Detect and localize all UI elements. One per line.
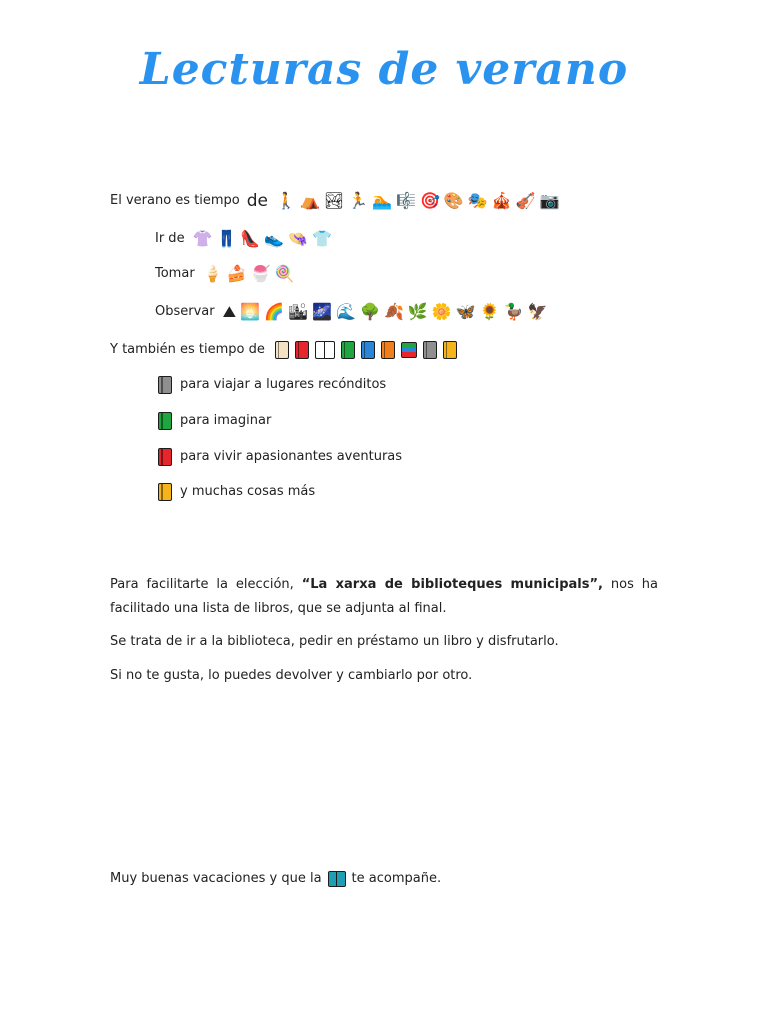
target-icon: 🎯 — [419, 191, 440, 210]
closing-text-after: te acompañe. — [351, 871, 442, 886]
grey-notebook-icon — [158, 376, 172, 394]
paragraph-text: Para facilitarte la elección, — [110, 577, 302, 592]
musical-score-icon: 🎼 — [396, 191, 416, 210]
observar-line — [155, 300, 547, 324]
green-book-icon — [341, 341, 355, 359]
duck-icon: 🦆 — [503, 302, 524, 321]
list-item-text: para vivir apasionantes aventuras — [180, 449, 403, 464]
camera-icon: 📷 — [539, 191, 560, 210]
ledger-icon — [158, 483, 172, 501]
intro-line — [110, 189, 559, 213]
eagle-icon: 🦅 — [527, 302, 548, 321]
high-heel-icon: 👠 — [240, 229, 261, 248]
tambien-line — [110, 338, 457, 362]
ir-de-line — [155, 227, 332, 251]
list-item — [158, 480, 315, 504]
observar-label: Observar — [155, 304, 215, 319]
closing-line — [110, 867, 441, 891]
ledger-icon — [443, 341, 457, 359]
green-book-icon — [158, 412, 172, 430]
blue-book-icon — [361, 341, 375, 359]
open-book-icon — [328, 871, 346, 887]
red-book-icon — [158, 448, 172, 466]
shaved-ice-icon: 🍧 — [250, 264, 271, 283]
paragraph-library: Se trata de ir a la biblioteca, pedir en préstamo un libro y disfrutarlo. — [110, 634, 559, 649]
paragraph-intro — [110, 573, 658, 621]
sun-hat-icon: 👒 — [288, 229, 309, 248]
mountain-icon: ⛰ — [222, 302, 237, 321]
list-item — [158, 373, 386, 397]
lollipop-icon: 🍭 — [274, 264, 295, 283]
orange-book-icon — [381, 341, 395, 359]
fallen-leaf-icon: 🍂 — [383, 302, 404, 321]
books-stack-icon — [401, 342, 417, 358]
list-item — [158, 409, 271, 433]
theater-masks-icon: 🎭 — [467, 191, 488, 210]
sunflower-icon: 🌻 — [479, 302, 500, 321]
tambien-label: Y también es tiempo de — [110, 342, 265, 357]
list-item-text: para viajar a lugares recónditos — [180, 377, 387, 392]
blouse-icon: 👚 — [192, 229, 213, 248]
t-shirt-icon: 👕 — [312, 229, 333, 248]
cityscape-icon: 🏙 — [287, 302, 309, 321]
library-network-name: “La xarxa de biblioteques municipals”, — [301, 577, 603, 592]
palette-icon: 🎨 — [443, 191, 464, 210]
tent-icon: ⛺ — [299, 191, 320, 210]
notebook-icon — [275, 341, 289, 359]
circus-tent-icon: 🎪 — [491, 191, 512, 210]
grey-notebook-icon — [423, 341, 437, 359]
closing-text-before: Muy buenas vacaciones y que la — [110, 871, 322, 886]
open-book-icon — [315, 341, 335, 359]
paragraph-return: Si no te gusta, lo puedes devolver y cambiarlo por otro. — [110, 668, 473, 683]
swimmer-icon: 🏊 — [372, 191, 393, 210]
butterfly-icon: 🦋 — [455, 302, 476, 321]
sunrise-icon: 🌅 — [240, 302, 260, 321]
walking-person-icon: 🚶 — [276, 191, 296, 210]
red-book-icon — [295, 341, 309, 359]
wave-icon: 🌊 — [336, 302, 357, 321]
running-person-icon: 🏃 — [348, 191, 369, 210]
list-item — [158, 445, 402, 469]
document-title: Lecturas de verano — [139, 44, 629, 95]
ir-de-label: Ir de — [155, 231, 185, 246]
violin-icon: 🎻 — [515, 191, 536, 210]
rainbow-icon: 🌈 — [263, 302, 284, 321]
jeans-icon: 👖 — [216, 229, 237, 248]
national-park-icon: 🏞 — [323, 191, 345, 210]
tomar-label: Tomar — [155, 266, 195, 281]
paragraph-text: nos ha facilitado una lista de libros, que se adjunta al final. — [110, 577, 659, 616]
herb-icon: 🌿 — [407, 302, 428, 321]
cake-icon: 🍰 — [226, 264, 247, 283]
blossom-icon: 🌼 — [431, 302, 452, 321]
sneaker-icon: 👟 — [264, 229, 285, 248]
intro-label: El verano es tiempo — [110, 193, 240, 208]
intro-label-big: de — [246, 191, 269, 211]
list-item-text: para imaginar — [180, 413, 272, 428]
list-item-text: y muchas cosas más — [180, 484, 316, 499]
milky-way-icon: 🌌 — [312, 302, 333, 321]
tree-icon: 🌳 — [360, 302, 380, 321]
tomar-line — [155, 262, 294, 286]
ice-cream-icon: 🍦 — [202, 264, 223, 283]
